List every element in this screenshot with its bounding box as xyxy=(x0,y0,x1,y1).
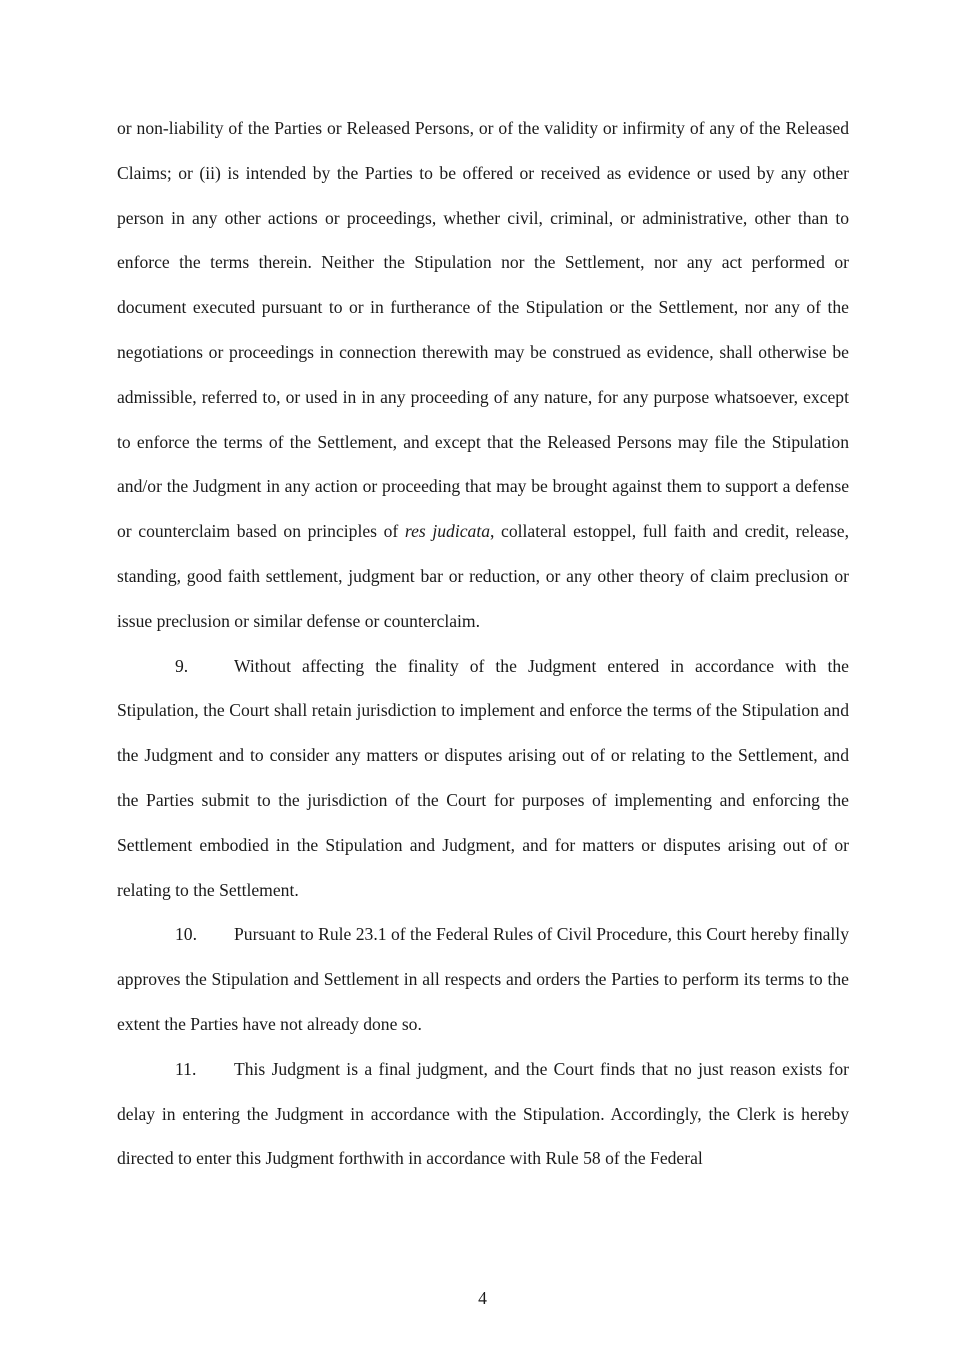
paragraph-italic-term: res judicata xyxy=(404,521,491,542)
paragraph-number: 10. xyxy=(175,924,197,945)
paragraph-continued xyxy=(117,106,849,644)
page-number: 4 xyxy=(478,1288,487,1308)
paragraph-number: 11. xyxy=(175,1058,197,1079)
paragraph-text-before-italic: or non-liability of the Parties or Released Persons, or of the validity or infirmity of any of the Released Claims; or (ii) is intended by the Parties to be offered or received as evidence or used by any other person in any other actions or proceedings, whether civil, criminal, or administrative, other than to enforce the terms therein. Neither the Stipulation nor the Settlement, nor any act performed or document executed pursuant to or in furtherance of the Stipulation or the Settlement, nor any of the negotiations or proceedings in connection therewith may be construed as evidence, shall otherwise be admissible, referred to, or used in in any proceeding of any nature, for any purpose whatsoever, except to enforce the terms of the Settlement, and except that the Released Persons may file the Stipulation and/or the Judgment in any action or proceeding that may be brought against them to support a defense or counterclaim based on principles of xyxy=(117,118,849,542)
paragraph-text-after-italic: , collateral estoppel, full faith and credit, release, standing, good faith settlement, judgment bar or reduction, or any other theory of claim preclusion or issue preclusion or similar defense or counterclaim. xyxy=(117,521,849,631)
paragraph-text: Without affecting the finality of the Judgment entered in accordance with the Stipulation, the Court shall retain jurisdiction to implement and enforce the terms of the Stipulation and the Judgment and to consider any matters or disputes arising out of or relating to the Settlement, and the Parties submit to the jurisdiction of the Court for purposes of implementing and enforcing the Settlement embodied in the Stipulation and Judgment, and for matters or disputes arising out of or relating to the Settlement. xyxy=(117,655,849,900)
paragraph-9 xyxy=(117,644,849,913)
document-body xyxy=(117,106,849,1181)
paragraph-text: Pursuant to Rule 23.1 of the Federal Rules of Civil Procedure, this Court hereby finally approves the Stipulation and Settlement in all respects and orders the Parties to perform its terms to the extent the Parties have not already done so. xyxy=(117,924,849,1034)
paragraph-text: This Judgment is a final judgment, and the Court finds that no just reason exists for delay in entering the Judgment in accordance with the Stipulation. Accordingly, the Clerk is hereby directed to enter this Judgment forthwith in accordance with Rule 58 of the Federal xyxy=(117,1058,849,1169)
paragraph-number: 9. xyxy=(175,655,189,676)
paragraph-10 xyxy=(117,912,849,1046)
paragraph-11 xyxy=(117,1047,849,1181)
